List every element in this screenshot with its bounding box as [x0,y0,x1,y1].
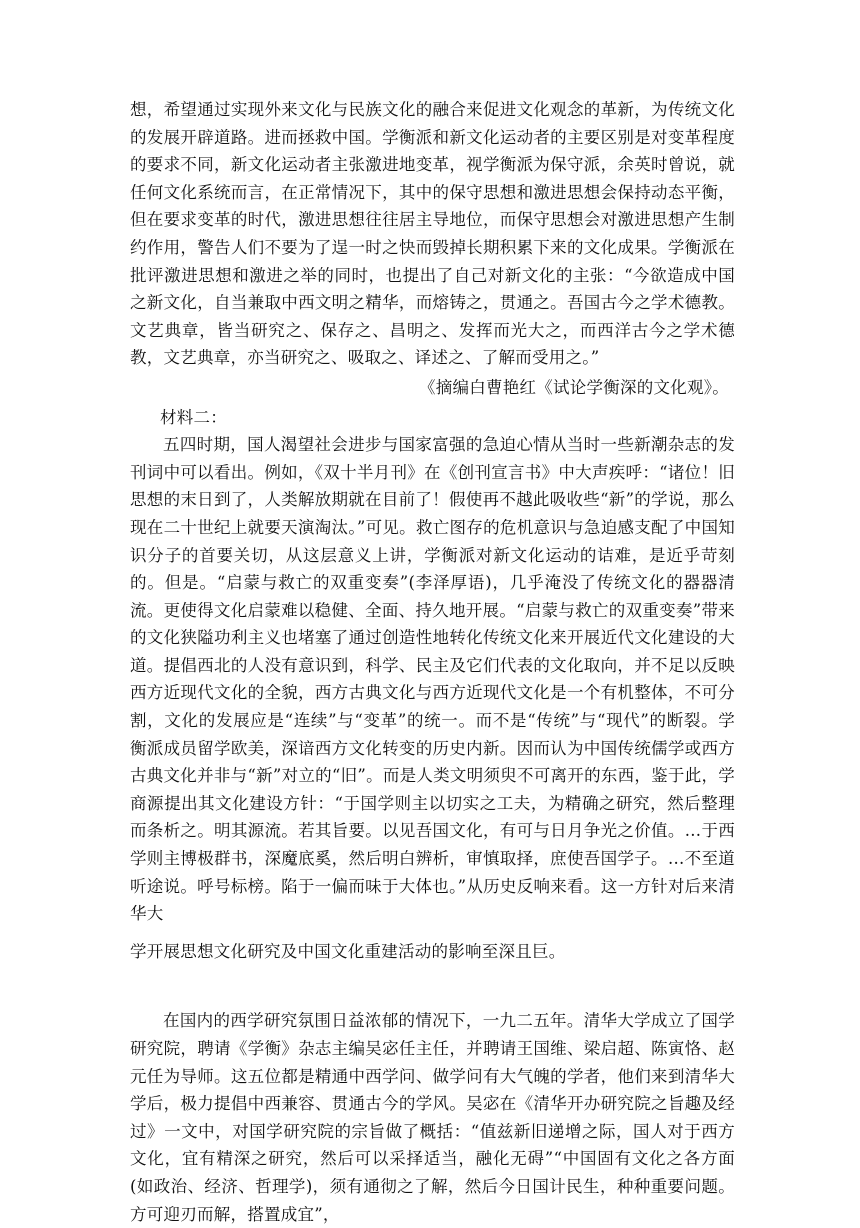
paragraph-continued: 想，希望通过实现外来文化与民族文化的融合来促进文化观念的革新，为传统文化的发展开辟道路。进而拯救中国。学衡派和新文化运动者的主要区别是对变革程度的要求不同，新文化运动者主张激进地变革，视学衡派为保守派，余英时曾说，就任何文化系统而言，在正常情况下，其中的保守思想和激进思想会保持动态平衡，但在要求变革的时代，激进思想往往居主导地位，而保守思想会对激进思想产生制约作用，警告人们不要为了逞一时之快而毁掉长期积累下来的文化成果。学衡派在批评激进思想和激进之举的同时，也提出了自己对新文化的主张：“今欲造成中国之新文化，自当兼取中西文明之精华，而熔铸之，贯通之。吾国古今之学术德教。文艺典章，皆当研究之、保存之、昌明之、发挥而光大之，而西洋古今之学术德教，文艺典章，亦当研究之、吸取之、译述之、了解而受用之。” [130,100,735,368]
paragraph-research-institute: 在国内的西学研究氛围日益浓郁的情况下，一九二五年。清华大学成立了国学研究院，聘请《学衡》杂志主编吴宓任主任，并聘请王国维、梁启超、陈寅恪、赵元任为导师。这五位都是精通中西学问、做学问有大气魄的学者，他们来到清华大学后，极力提倡中西兼容、贯通古今的学风。吴宓在《清华开办研究院之旨趣及经过》一文中，对国学研究院的宗旨做了概括：“值兹新旧递增之际，国人对于西方文化，宜有精深之研究，然后可以采择适当，融化无碍”“中国固有文化之各方面(如政治、经济、哲理学)，须有通彻之了解，然后今日国计民生，种种重要问题。方可迎刃而解，搭置成宜”， [130,1011,735,1224]
source-attribution: 《摘编白曹艳红《试论学衡深的文化观》。 [419,377,729,397]
paragraph-material-two-tail: 学开展思想文化研究及中国文化重建活动的影响至深且巨。 [130,941,566,961]
document-page [130,96,735,1228]
section-spacer [130,965,735,1007]
section-label-material-two: 材料二： [160,407,227,427]
paragraph-spacer [130,928,735,938]
paragraph-material-two: 五四时期，国人渴望社会进步与国家富强的急迫心情从当时一些新潮杂志的发刊词中可以看出。例如，《双十半月刊》在《创刊宣言书》中大声疾呼：“诸位！旧思想的末日到了，人类解放期就在目前了！假使再不越此吸收些“新”的学说，那么现在二十世纪上就要天演淘汰。”可见。救亡图存的危机意识与急迫感支配了中国知识分子的首要关切，从这层意义上讲，学衡派对新文化运动的诘难，是近乎苛刻的。但是。“启蒙与救亡的双重变奏”(李泽厚语)，几乎淹没了传统文化的器器清流。更使得文化启蒙难以稳健、全面、持久地开展。“启蒙与救亡的双重变奏”带来的文化狭隘功利主义也堵塞了通过创造性地转化传统文化来开展近代文化建设的大道。提倡西北的人没有意识到，科学、民主及它们代表的文化取向，并不足以反映西方近现代文化的全貌，西方古典文化与西方近现代文化是一个有机整体，不可分割，文化的发展应是“连续”与“变革”的统一。而不是“传统”与“现代”的断裂。学衡派成员留学欧美，深谙西方文化转变的历史内新。因而认为中国传统儒学或西方古典文化并非与“新”对立的“旧”。而是人类文明须臾不可离开的东西，鉴于此，学商源提出其文化建设方针：“于国学则主以切实之工夫，为精确之研究，然后整理而条析之。明其源流。若其旨要。以见吾国文化，有可与日月争光之价值。…于西学则主博极群书，深魔底奚，然后明白辨析，审慎取择，庶使吾国学子。…不至道听途说。呼号标榜。陷于一偏而味于大体也。”从历史反响来看。这一方针对后来清华大 [130,435,735,924]
